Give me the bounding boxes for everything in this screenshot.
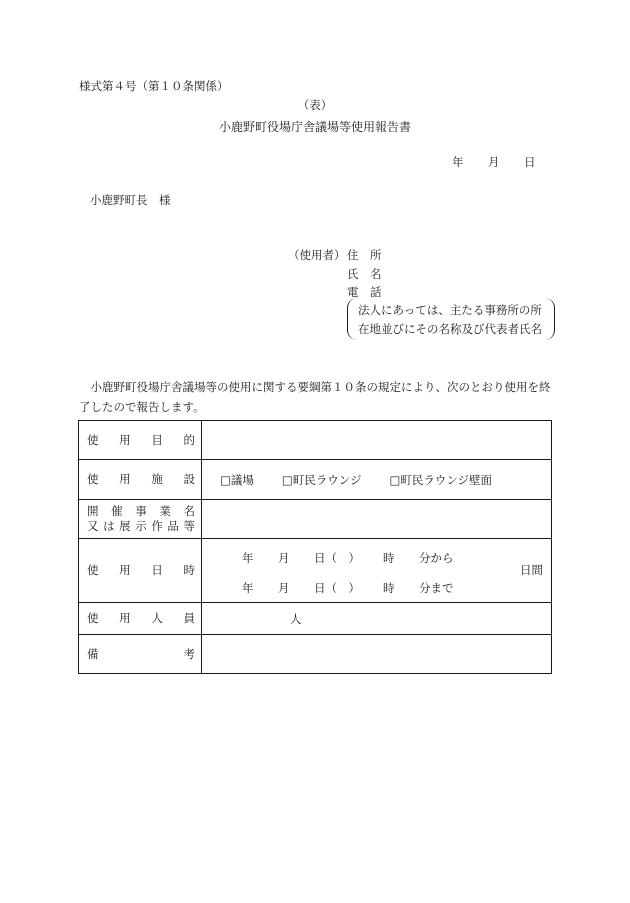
- event-value[interactable]: [202, 500, 552, 539]
- end-month-label: 月: [278, 581, 290, 595]
- usage-report-table: [78, 420, 552, 674]
- name-label: 氏 名: [347, 267, 382, 281]
- facility-options: [202, 460, 552, 500]
- date-month-label: 月: [488, 155, 500, 169]
- document-title: 小鹿野町役場庁舎議場等使用報告書: [218, 120, 411, 134]
- date-year-label: 年: [452, 155, 464, 169]
- facility-label: 使 用 施 設: [79, 460, 202, 500]
- body-text: 小鹿野町役場庁舎議場等の使用に関する要綱第１０条の規定により、次のとおり使用を終了したので報告します。: [79, 380, 551, 414]
- start-month-label: 月: [278, 551, 290, 565]
- end-to-label: 分まで: [419, 581, 454, 595]
- people-unit-label: 人: [290, 611, 302, 626]
- event-label: [79, 500, 202, 539]
- remarks-label: [79, 635, 202, 674]
- datetime-value[interactable]: [202, 539, 552, 603]
- remarks-label-char2: 考: [183, 647, 195, 661]
- table-row-people: [79, 603, 552, 635]
- end-year-label: 年: [242, 581, 254, 595]
- side-label: （表）: [297, 98, 333, 112]
- facility-option-town-lounge[interactable]: □町民ラウンジ: [281, 472, 362, 487]
- phone-label: 電 話: [347, 285, 382, 299]
- start-year-label: 年: [242, 551, 254, 565]
- start-hour-label: 時: [383, 551, 395, 565]
- people-label: 使 用 人 員: [79, 603, 202, 635]
- applicant-label: （使用者）: [288, 248, 346, 262]
- facility-option-assembly-hall[interactable]: □議場: [220, 472, 254, 487]
- table-row-datetime: [79, 539, 552, 603]
- event-label-line1: 開 催 事 業 名: [87, 504, 195, 519]
- datetime-label: 使 用 日 時: [79, 539, 202, 603]
- form-number: 様式第４号（第１０条関係）: [79, 79, 229, 93]
- table-row-purpose: [79, 421, 552, 460]
- start-from-label: 分から: [419, 551, 454, 565]
- address-label: 住 所: [347, 248, 382, 262]
- table-row-remarks: [79, 635, 552, 674]
- purpose-value[interactable]: [202, 421, 552, 460]
- people-value[interactable]: [202, 603, 552, 635]
- addressee: 小鹿野町長 様: [90, 193, 171, 207]
- corporate-note-line2: 在地並びにその名称及び代表者氏名: [358, 322, 542, 336]
- days-unit-label: 日間: [520, 563, 543, 577]
- corporate-note-line1: 法人にあっては、主たる事務所の所: [358, 303, 542, 317]
- date-day-label: 日: [524, 155, 536, 169]
- event-label-line2: 又 は 展 示 作 品 等: [87, 519, 195, 533]
- remarks-value[interactable]: [202, 635, 552, 674]
- facility-option-lounge-wall[interactable]: □町民ラウンジ壁面: [389, 472, 493, 487]
- remarks-label-char1: 備: [87, 647, 99, 661]
- start-day-label: 日（ ）: [314, 551, 360, 565]
- table-row-event: [79, 500, 552, 539]
- table-row-facility: [79, 460, 552, 500]
- purpose-label: 使 用 目 的: [79, 421, 202, 460]
- end-hour-label: 時: [383, 581, 395, 595]
- end-day-label: 日（ ）: [314, 581, 360, 595]
